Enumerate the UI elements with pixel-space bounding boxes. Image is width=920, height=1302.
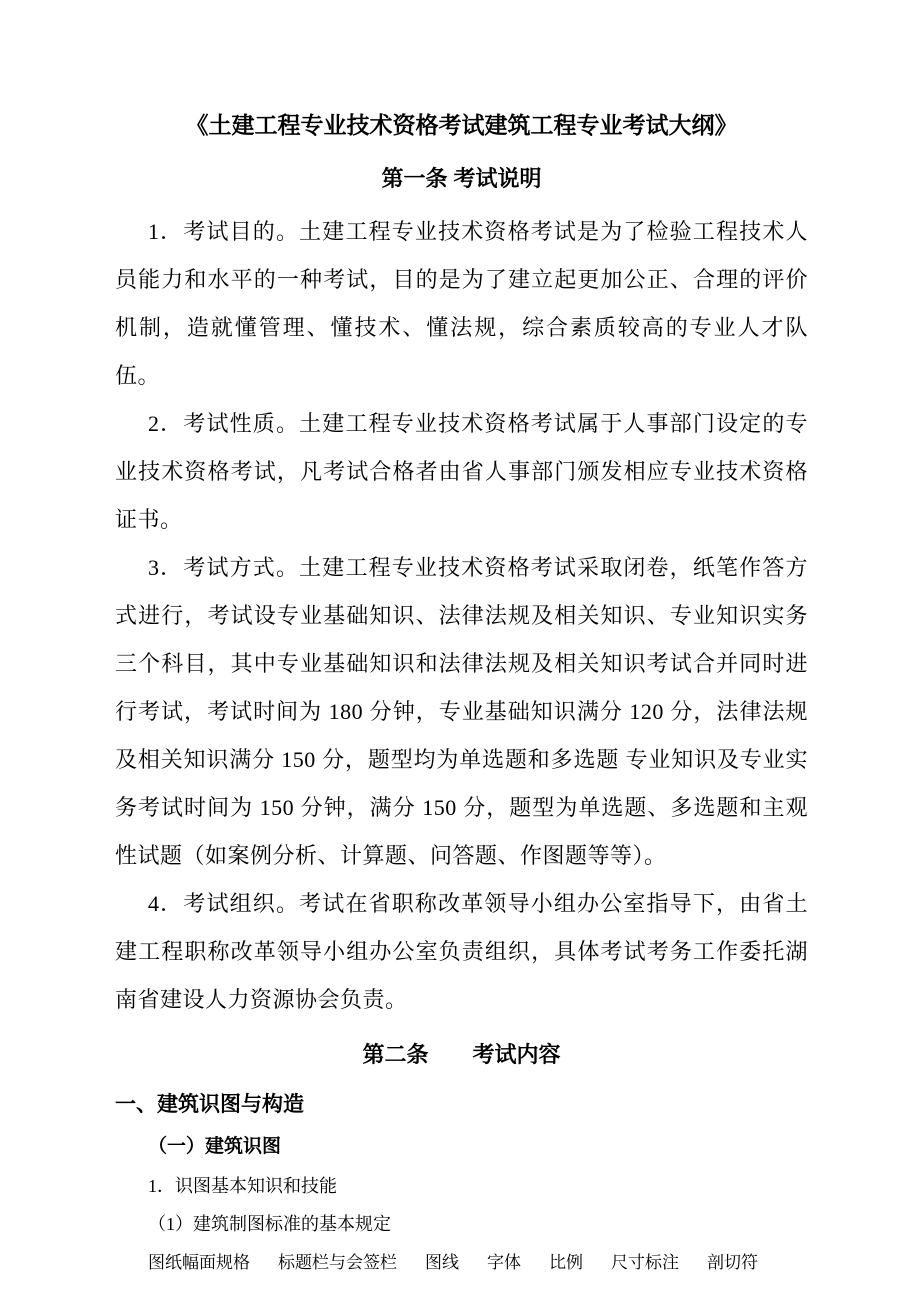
term-fonts: 字体 <box>487 1253 521 1272</box>
paragraph-exam-organization: 4．考试组织。考试在省职称改革领导小组办公室指导下，由省土建工程职称改革领导小组办公室负责组织，具体考试考务工作委托湖南省建设人力资源协会负责。 <box>115 891 808 1012</box>
paragraph-exam-nature: 2．考试性质。土建工程专业技术资格考试属于人事部门设定的专业技术资格考试，凡考试合格者由省人事部门颁发相应专业技术资格证书。 <box>115 411 808 532</box>
outline-subheading-architectural-reading: （一）建筑识图 <box>148 1136 282 1157</box>
outline-heading-reading-and-construction: 一、建筑识图与构造 <box>115 1093 304 1116</box>
term-title-blocks: 标题栏与会签栏 <box>278 1253 397 1272</box>
outline-terms-row <box>115 1250 808 1275</box>
paragraph-exam-purpose: 1．考试目的。土建工程专业技术资格考试是为了检验工程技术人员能力和水平的一种考试，目的是为了建立起更加公正、合理的评价机制，造就懂管理、懂技术、懂法规，综合素质较高的专业人才队伍。 <box>115 219 808 388</box>
paragraph-exam-method: 3．考试方式。土建工程专业技术资格考试采取闭卷，纸笔作答方式进行，考试设专业基础知识、法律法规及相关知识、专业知识实务三个科目，其中专业基础知识和法律法规及相关知识考试合并同时进行考试，考试时间为 180 分钟，专业基础知识满分 120 分，法律法规及相关知识满分 150 分，题型均为单选题和多选题 专业知识及专业实务考试时间为 150 分钟，满分 150 分，题型为单选题、多选题和主观性试题（如案例分析、计算题、问答题、作图题等等）。 <box>115 555 808 868</box>
term-scale: 比例 <box>549 1253 583 1272</box>
term-section-symbol: 剖切符 <box>707 1253 758 1272</box>
term-line-types: 图线 <box>425 1253 459 1272</box>
section1-heading: 第一条 考试说明 <box>381 166 542 191</box>
outline-item-basic-knowledge: 1．识图基本知识和技能 <box>148 1176 337 1196</box>
term-dimensioning: 尺寸标注 <box>611 1253 679 1272</box>
term-sheet-sizes: 图纸幅面规格 <box>148 1253 250 1272</box>
document-title: 《土建工程专业技术资格考试建筑工程专业考试大纲》 <box>185 112 738 138</box>
section2-heading: 第二条 考试内容 <box>362 1042 561 1067</box>
outline-item-drawing-standards: （1）建筑制图标准的基本规定 <box>148 1214 391 1234</box>
